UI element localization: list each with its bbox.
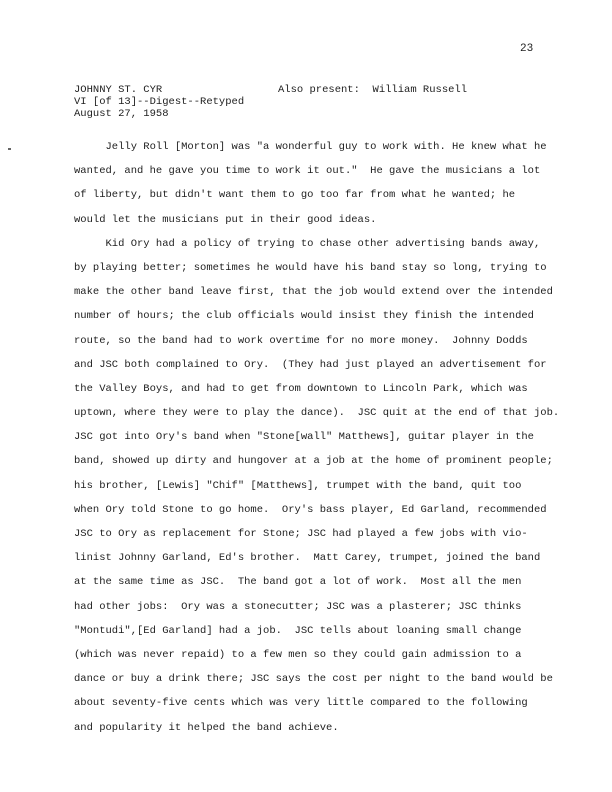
- text-line: the Valley Boys, and had to get from downtown to Lincoln Park, which was: [74, 382, 528, 395]
- text-line: Jelly Roll [Morton] was "a wonderful guy to work with. He knew what he: [74, 141, 547, 153]
- text-line: Kid Ory had a policy of trying to chase other advertising bands away,: [74, 237, 541, 250]
- reel-info: VI [of 13]--Digest--Retyped: [74, 96, 245, 108]
- text-line: and popularity it helped the band achieve.: [74, 721, 339, 734]
- also-present: Also present: William Russell: [278, 84, 468, 96]
- body-text: [74, 135, 564, 740]
- text-line: JSC to Ory as replacement for Stone; JSC had played a few jobs with vio-: [74, 528, 528, 540]
- margin-mark: [8, 148, 11, 150]
- text-line: about seventy-five cents which was very little compared to the following: [74, 697, 528, 710]
- text-line: band, showed up dirty and hungover at a job at the home of prominent people;: [74, 455, 553, 468]
- text-line: uptown, where they were to play the dance). JSC quit at the end of that job.: [74, 407, 560, 420]
- text-line: had other jobs: Ory was a stonecutter; JSC was a plasterer; JSC thinks: [74, 600, 522, 613]
- text-line: JSC got into Ory's band when "Stone[wall" Matthews], guitar player in the: [74, 431, 534, 444]
- text-line: wanted, and he gave you time to work it out." He gave the musicians a lot: [74, 165, 541, 178]
- text-line: "Montudi",[Ed Garland] had a job. JSC tells about loaning small change: [74, 624, 522, 637]
- text-line: at the same time as JSC. The band got a lot of work. Most all the men: [74, 576, 522, 589]
- interview-date: August 27, 1958: [74, 108, 169, 120]
- text-line: linist Johnny Garland, Ed's brother. Matt Carey, trumpet, joined the band: [74, 552, 541, 565]
- text-line: and JSC both complained to Ory. (They had just played an advertisement for: [74, 358, 547, 371]
- text-line: dance or buy a drink there; JSC says the cost per night to the band would be: [74, 673, 553, 686]
- text-line: of liberty, but didn't want them to go too far from what he wanted; he: [74, 189, 516, 202]
- text-line: make the other band leave first, that the job would extend over the intended: [74, 286, 553, 299]
- text-line: would let the musicians put in their good ideas.: [74, 213, 377, 226]
- text-line: number of hours; the club officials would insist they finish the intended: [74, 310, 534, 323]
- text-line: when Ory told Stone to go home. Ory's bass player, Ed Garland, recommended: [74, 503, 547, 516]
- interviewee-name: JOHNNY ST. CYR: [74, 84, 163, 96]
- page-number: 23: [520, 43, 534, 55]
- text-line: his brother, [Lewis] "Chif" [Matthews], trumpet with the band, quit too: [74, 479, 522, 492]
- text-line: by playing better; sometimes he would have his band stay so long, trying to: [74, 261, 547, 274]
- text-line: (which was never repaid) to a few men so they could gain admission to a: [74, 648, 522, 661]
- text-line: route, so the band had to work overtime for no more money. Johnny Dodds: [74, 334, 528, 347]
